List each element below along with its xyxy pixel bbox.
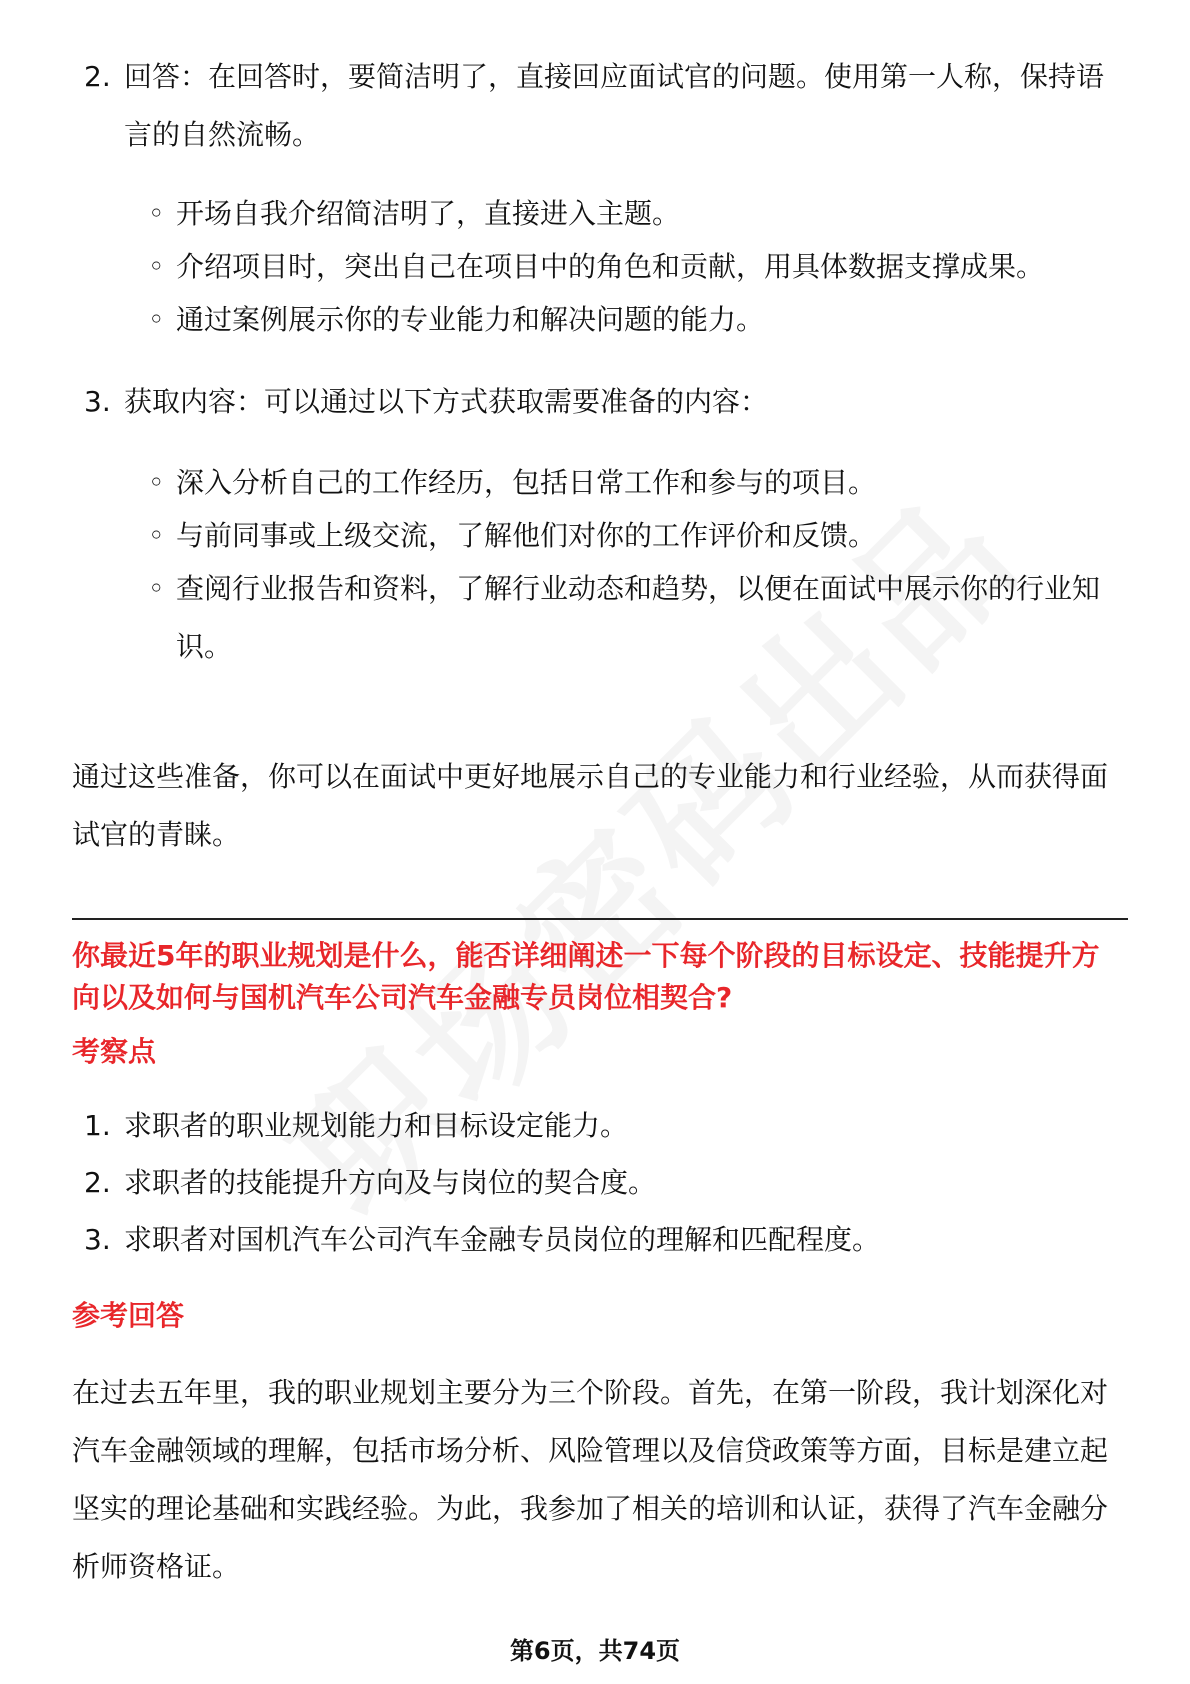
list-item (84, 48, 1124, 164)
list-item (84, 1097, 1124, 1155)
bullet-item (148, 291, 1108, 349)
answer-heading: 参考回答 (72, 1299, 185, 1332)
list-number: 1. (84, 1109, 111, 1142)
answer-paragraph: 在过去五年里，我的职业规划主要分为三个阶段。首先，在第一阶段，我计划深化对汽车金融领域的理解，包括市场分析、风险管理以及信贷政策等方面，目标是建立起坚实的理论基础和实践经验。为此，我参加了相关的培训和认证，获得了汽车金融分析师资格证。 (72, 1376, 1109, 1583)
bullet-item (148, 238, 1108, 296)
bullet-text: 介绍项目时，突出自己在项目中的角色和贡献，用具体数据支撑成果。 (176, 250, 1045, 283)
closing-paragraph: 通过这些准备，你可以在面试中更好地展示自己的专业能力和行业经验，从而获得面试官的青睐。 (72, 760, 1109, 851)
list-number: 2. (84, 60, 111, 93)
list-item (84, 1154, 1124, 1212)
list-item-text: 求职者的职业规划能力和目标设定能力。 (124, 1109, 629, 1142)
list-item-text: 回答：在回答时，要简洁明了，直接回应面试官的问题。使用第一人称，保持语言的自然流畅。 (124, 60, 1105, 151)
bullet-icon: ◦ (148, 250, 165, 283)
bullet-text: 查阅行业报告和资料，了解行业动态和趋势，以便在面试中展示你的行业知识。 (176, 572, 1101, 663)
bullet-item (148, 507, 1108, 565)
bullet-text: 与前同事或上级交流，了解他们对你的工作评价和反馈。 (176, 519, 877, 552)
list-item (84, 373, 1124, 431)
list-item-text: 求职者的技能提升方向及与岗位的契合度。 (124, 1166, 657, 1199)
bullet-text: 深入分析自己的工作经历，包括日常工作和参与的项目。 (176, 466, 877, 499)
list-number: 2. (84, 1166, 111, 1199)
bullet-icon: ◦ (148, 572, 165, 605)
list-item (84, 1211, 1124, 1269)
bullet-item (148, 185, 1108, 243)
bullet-item (148, 560, 1108, 676)
examine-heading: 考察点 (72, 1035, 157, 1068)
bullet-text: 开场自我介绍简洁明了，直接进入主题。 (176, 197, 681, 230)
page-footer: 第6页，共74页 (509, 1637, 681, 1665)
list-item-text: 获取内容：可以通过以下方式获取需要准备的内容： (124, 385, 769, 418)
list-number: 3. (84, 1223, 111, 1256)
bullet-icon: ◦ (148, 303, 165, 336)
bullet-text: 通过案例展示你的专业能力和解决问题的能力。 (176, 303, 765, 336)
bullet-icon: ◦ (148, 466, 165, 499)
bullet-icon: ◦ (148, 519, 165, 552)
bullet-item (148, 454, 1108, 512)
list-item-text: 求职者对国机汽车公司汽车金融专员岗位的理解和匹配程度。 (124, 1223, 881, 1256)
section-divider (72, 918, 1128, 920)
bullet-icon: ◦ (148, 197, 165, 230)
list-number: 3. (84, 385, 111, 418)
question-title: 你最近5年的职业规划是什么，能否详细阐述一下每个阶段的目标设定、技能提升方向以及如何与国机汽车公司汽车金融专员岗位相契合? (72, 939, 1100, 1014)
